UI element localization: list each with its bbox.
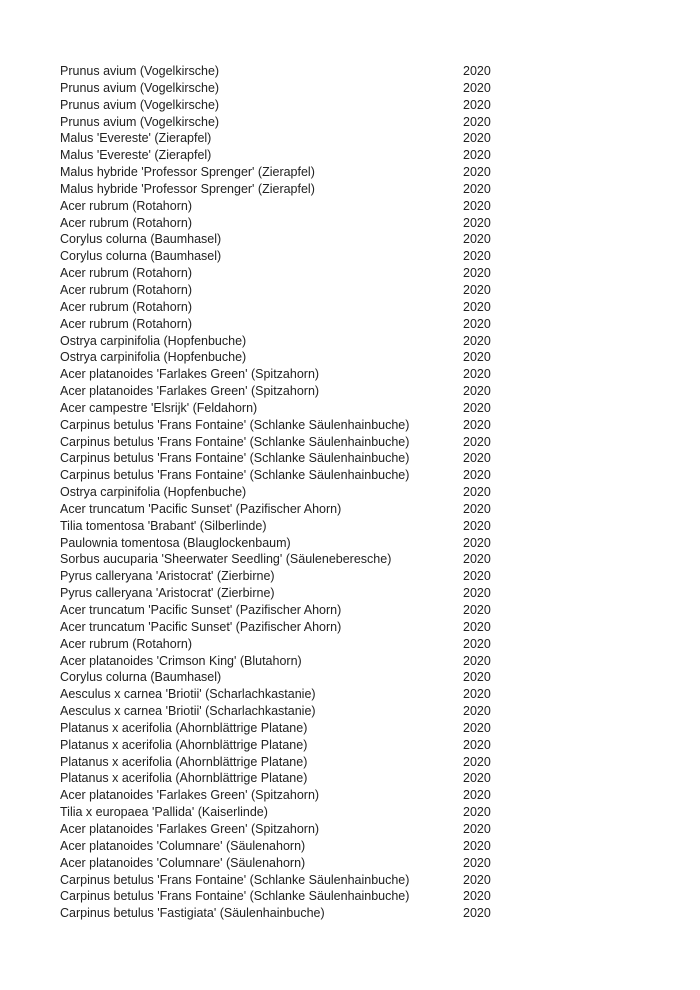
year-cell: 2020 (463, 805, 491, 820)
species-cell: Acer rubrum (Rotahorn) (60, 266, 192, 281)
year-cell: 2020 (463, 552, 491, 567)
year-cell: 2020 (463, 350, 491, 365)
species-cell: Malus hybride 'Professor Sprenger' (Zierapfel) (60, 165, 315, 180)
table-row (60, 535, 491, 552)
species-cell: Acer rubrum (Rotahorn) (60, 636, 192, 651)
species-cell: Sorbus aucuparia 'Sheerwater Seedling' (Säuleneberesche) (60, 552, 392, 567)
year-cell: 2020 (463, 889, 491, 904)
year-cell: 2020 (463, 906, 491, 921)
year-cell: 2020 (463, 80, 491, 95)
species-cell: Carpinus betulus 'Frans Fontaine' (Schlanke Säulenhainbuche) (60, 434, 410, 449)
table-row (60, 97, 491, 114)
table-row (60, 821, 491, 838)
year-cell: 2020 (463, 451, 491, 466)
year-cell: 2020 (463, 114, 491, 129)
year-cell: 2020 (463, 838, 491, 853)
year-cell: 2020 (463, 249, 491, 264)
table-row (60, 130, 491, 147)
table-row (60, 602, 491, 619)
table-row (60, 265, 491, 282)
species-cell: Tilia x europaea 'Pallida' (Kaiserlinde) (60, 805, 268, 820)
table-row (60, 316, 491, 333)
year-cell: 2020 (463, 670, 491, 685)
year-cell: 2020 (463, 181, 491, 196)
species-cell: Ostrya carpinifolia (Hopfenbuche) (60, 485, 247, 500)
table-row (60, 568, 491, 585)
table-row (60, 636, 491, 653)
table-row (60, 669, 491, 686)
table-row (60, 231, 491, 248)
year-cell: 2020 (463, 720, 491, 735)
table-row (60, 686, 491, 703)
species-cell: Ostrya carpinifolia (Hopfenbuche) (60, 350, 247, 365)
year-cell: 2020 (463, 569, 491, 584)
species-cell: Acer platanoides 'Farlakes Green' (Spitzahorn) (60, 367, 320, 382)
species-cell: Carpinus betulus 'Frans Fontaine' (Schlanke Säulenhainbuche) (60, 417, 410, 432)
year-cell: 2020 (463, 215, 491, 230)
species-cell: Acer platanoides 'Columnare' (Säulenahorn) (60, 855, 306, 870)
table-row (60, 754, 491, 771)
table-row (60, 905, 491, 922)
year-cell: 2020 (463, 872, 491, 887)
table-row (60, 164, 491, 181)
table-row (60, 333, 491, 350)
table-row (60, 872, 491, 889)
year-cell: 2020 (463, 316, 491, 331)
year-cell: 2020 (463, 737, 491, 752)
species-cell: Tilia tomentosa 'Brabant' (Silberlinde) (60, 518, 267, 533)
year-cell: 2020 (463, 771, 491, 786)
table-row (60, 619, 491, 636)
table-row (60, 888, 491, 905)
year-cell: 2020 (463, 501, 491, 516)
year-cell: 2020 (463, 64, 491, 78)
species-cell: Prunus avium (Vogelkirsche) (60, 64, 220, 78)
table-row (60, 501, 491, 518)
species-cell: Malus 'Evereste' (Zierapfel) (60, 148, 212, 163)
species-cell: Platanus x acerifolia (Ahornblättrige Platane) (60, 720, 308, 735)
table-row (60, 585, 491, 602)
year-cell: 2020 (463, 754, 491, 769)
species-cell: Pyrus calleryana 'Aristocrat' (Zierbirne) (60, 569, 275, 584)
species-cell: Acer rubrum (Rotahorn) (60, 282, 192, 297)
table-row (60, 215, 491, 232)
species-cell: Carpinus betulus 'Frans Fontaine' (Schlanke Säulenhainbuche) (60, 468, 410, 483)
year-cell: 2020 (463, 788, 491, 803)
table-row (60, 417, 491, 434)
year-cell: 2020 (463, 485, 491, 500)
table-row (60, 366, 491, 383)
table-row (60, 147, 491, 164)
year-cell: 2020 (463, 266, 491, 281)
species-cell: Acer truncatum 'Pacific Sunset' (Pazifischer Ahorn) (60, 501, 342, 516)
species-cell: Acer platanoides 'Farlakes Green' (Spitzahorn) (60, 821, 320, 836)
species-cell: Carpinus betulus 'Frans Fontaine' (Schlanke Säulenhainbuche) (60, 889, 410, 904)
table-row (60, 467, 491, 484)
year-cell: 2020 (463, 232, 491, 247)
species-cell: Platanus x acerifolia (Ahornblättrige Platane) (60, 754, 308, 769)
species-cell: Pyrus calleryana 'Aristocrat' (Zierbirne) (60, 586, 275, 601)
year-cell: 2020 (463, 131, 491, 146)
species-cell: Acer truncatum 'Pacific Sunset' (Pazifischer Ahorn) (60, 603, 342, 617)
species-cell: Paulownia tomentosa (Blauglockenbaum) (60, 535, 291, 550)
species-cell: Carpinus betulus 'Frans Fontaine' (Schlanke Säulenhainbuche) (60, 451, 410, 466)
species-cell: Ostrya carpinifolia (Hopfenbuche) (60, 333, 247, 348)
year-cell: 2020 (463, 384, 491, 399)
species-cell: Corylus colurna (Baumhasel) (60, 232, 222, 247)
species-cell: Acer platanoides 'Farlakes Green' (Spitzahorn) (60, 788, 320, 803)
year-cell: 2020 (463, 400, 491, 415)
species-cell: Corylus colurna (Baumhasel) (60, 249, 222, 264)
table-row (60, 551, 491, 568)
species-cell: Prunus avium (Vogelkirsche) (60, 97, 220, 112)
species-cell: Prunus avium (Vogelkirsche) (60, 114, 220, 129)
year-cell: 2020 (463, 586, 491, 601)
species-cell: Acer rubrum (Rotahorn) (60, 299, 192, 314)
table-row (60, 653, 491, 670)
year-cell: 2020 (463, 198, 491, 213)
species-cell: Acer rubrum (Rotahorn) (60, 198, 192, 213)
year-cell: 2020 (463, 165, 491, 180)
year-cell: 2020 (463, 535, 491, 550)
species-cell: Acer rubrum (Rotahorn) (60, 316, 192, 331)
table-row (60, 198, 491, 215)
tree-species-list (60, 63, 491, 922)
table-row (60, 484, 491, 501)
species-cell: Acer platanoides 'Crimson King' (Blutahorn) (60, 653, 302, 668)
table-row (60, 114, 491, 131)
table-row (60, 518, 491, 535)
table-row (60, 720, 491, 737)
table-row (60, 299, 491, 316)
year-cell: 2020 (463, 148, 491, 163)
year-cell: 2020 (463, 704, 491, 719)
table-row (60, 804, 491, 821)
year-cell: 2020 (463, 282, 491, 297)
year-cell: 2020 (463, 636, 491, 651)
species-cell: Acer platanoides 'Columnare' (Säulenahorn) (60, 838, 306, 853)
year-cell: 2020 (463, 855, 491, 870)
species-cell: Prunus avium (Vogelkirsche) (60, 80, 220, 95)
species-cell: Corylus colurna (Baumhasel) (60, 670, 222, 685)
table-row (60, 434, 491, 451)
table-row (60, 737, 491, 754)
table-row (60, 248, 491, 265)
table-row (60, 838, 491, 855)
year-cell: 2020 (463, 333, 491, 348)
species-cell: Carpinus betulus 'Frans Fontaine' (Schlanke Säulenhainbuche) (60, 872, 410, 887)
year-cell: 2020 (463, 434, 491, 449)
species-cell: Carpinus betulus 'Fastigiata' (Säulenhainbuche) (60, 906, 325, 921)
year-cell: 2020 (463, 299, 491, 314)
table-row (60, 450, 491, 467)
table-row (60, 181, 491, 198)
year-cell: 2020 (463, 653, 491, 668)
table-row (60, 855, 491, 872)
table-row (60, 400, 491, 417)
species-cell: Acer rubrum (Rotahorn) (60, 215, 192, 230)
species-cell: Acer truncatum 'Pacific Sunset' (Pazifischer Ahorn) (60, 619, 342, 634)
species-cell: Platanus x acerifolia (Ahornblättrige Platane) (60, 771, 308, 786)
year-cell: 2020 (463, 367, 491, 382)
table-row (60, 703, 491, 720)
year-cell: 2020 (463, 687, 491, 702)
species-cell: Acer platanoides 'Farlakes Green' (Spitzahorn) (60, 384, 320, 399)
year-cell: 2020 (463, 821, 491, 836)
table-row (60, 80, 491, 97)
table-row (60, 63, 491, 80)
species-cell: Platanus x acerifolia (Ahornblättrige Platane) (60, 737, 308, 752)
species-cell: Acer campestre 'Elsrijk' (Feldahorn) (60, 400, 258, 415)
year-cell: 2020 (463, 97, 491, 112)
table-row (60, 787, 491, 804)
year-cell: 2020 (463, 468, 491, 483)
year-cell: 2020 (463, 518, 491, 533)
species-cell: Aesculus x carnea 'Briotii' (Scharlachkastanie) (60, 687, 316, 702)
species-cell: Aesculus x carnea 'Briotii' (Scharlachkastanie) (60, 704, 316, 719)
species-cell: Malus hybride 'Professor Sprenger' (Zierapfel) (60, 181, 315, 196)
year-cell: 2020 (463, 417, 491, 432)
table-row (60, 383, 491, 400)
year-cell: 2020 (463, 619, 491, 634)
table-row (60, 282, 491, 299)
table-row (60, 349, 491, 366)
year-cell: 2020 (463, 603, 491, 617)
species-cell: Malus 'Evereste' (Zierapfel) (60, 131, 212, 146)
table-row (60, 770, 491, 787)
